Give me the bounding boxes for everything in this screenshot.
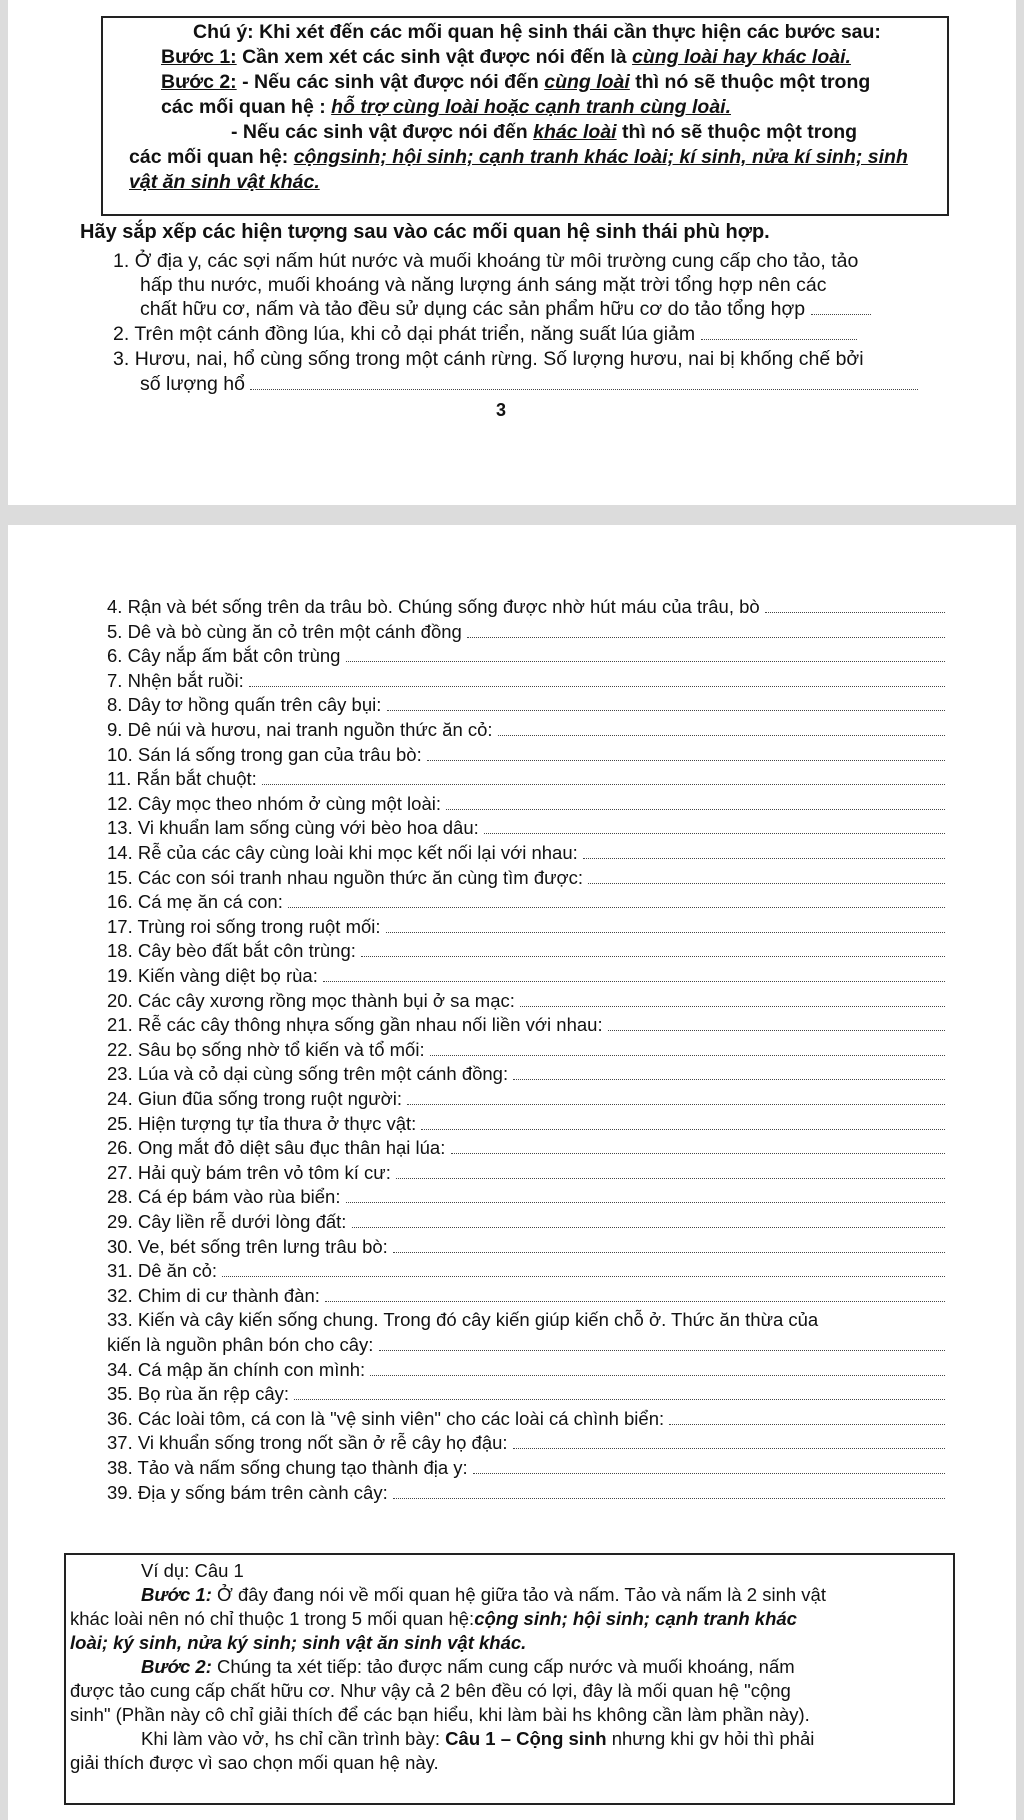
question-text: 22. Sâu bọ sống nhờ tổ kiến và tổ mối: [107, 1038, 425, 1060]
example-final-line-2: giải thích được vì sao chọn mối quan hệ này. [70, 1752, 439, 1773]
question-text: 28. Cá ép bám vào rùa biển: [107, 1186, 341, 1208]
question-item [107, 719, 945, 741]
question-item [107, 1014, 945, 1036]
answer-blank[interactable] [396, 1162, 945, 1179]
question-item [107, 744, 945, 766]
answer-blank[interactable] [407, 1088, 945, 1105]
answer-blank[interactable] [583, 842, 945, 859]
question-item [107, 842, 945, 864]
page-number: 3 [496, 400, 507, 420]
note-line-1: Chú ý: Khi xét đến các mối quan hệ sinh thái cần thực hiện các bước sau: [193, 21, 881, 43]
answer-blank[interactable] [222, 1260, 945, 1277]
answer-blank[interactable] [288, 891, 945, 908]
question-text: 24. Giun đũa sống trong ruột người: [107, 1088, 403, 1109]
answer-blank[interactable] [430, 1039, 945, 1056]
item-3-line-1: 3. Hươu, nai, hổ cùng sống trong một cánh rừng. Số lượng hươu, nai bị khống chế bởi [113, 348, 864, 370]
question-text: 21. Rễ các cây thông nhựa sống gần nhau nối liền với nhau: [107, 1014, 603, 1036]
question-item [107, 621, 945, 643]
answer-blank[interactable] [513, 1432, 945, 1449]
question-text: 27. Hải quỳ bám trên vỏ tôm kí cư: [107, 1161, 391, 1183]
example-step1-line-2: khác loài nên nó chỉ thuộc 1 trong 5 mối quan hệ:cộng sinh; hội sinh; cạnh tranh khác [70, 1608, 797, 1629]
question-item [107, 1309, 818, 1331]
answer-blank[interactable] [346, 645, 946, 662]
question-text: 23. Lúa và cỏ dại cùng sống trên một cánh đồng: [107, 1063, 509, 1085]
question-item [107, 1457, 945, 1479]
question-text: kiến là nguồn phân bón cho cây: [107, 1334, 374, 1355]
question-text: 38. Tảo và nấm sống chung tạo thành địa y: [107, 1457, 468, 1478]
answer-blank[interactable] [669, 1408, 945, 1425]
question-item [107, 1186, 945, 1208]
question-item [107, 596, 945, 618]
note-line-5: - Nếu các sinh vật được nói đến khác loài thì nó sẽ thuộc một trong [231, 121, 858, 143]
question-text: 34. Cá mập ăn chính con mình: [107, 1358, 366, 1380]
question-text: 11. Rắn bắt chuột: [107, 768, 257, 790]
question-item [107, 1334, 945, 1356]
question-item [107, 1408, 945, 1430]
answer-blank[interactable] [608, 1014, 945, 1031]
note-line-6: các mối quan hệ: cộngsinh; hội sinh; cạnh tranh khác loài; kí sinh, nửa kí sinh; sinh [129, 146, 908, 168]
question-item [107, 1359, 945, 1381]
answer-blank[interactable] [427, 744, 945, 761]
question-item [107, 1113, 945, 1135]
item-1-line-1: 1. Ở địa y, các sợi nấm hút nước và muối khoáng từ môi trường cung cấp cho tảo, tảo [113, 250, 859, 272]
question-text: 7. Nhện bắt ruồi: [107, 669, 244, 691]
question-text: 12. Cây mọc theo nhóm ở cùng một loài: [107, 792, 441, 814]
answer-blank[interactable] [393, 1236, 945, 1253]
answer-blank[interactable] [294, 1383, 945, 1400]
answer-blank[interactable] [393, 1482, 945, 1499]
note-line-4: các mối quan hệ : hỗ trợ cùng loài hoặc cạnh tranh cùng loài. [161, 96, 731, 118]
question-text: 39. Địa y sống bám trên cành cây: [107, 1481, 388, 1503]
question-item [107, 1162, 945, 1184]
answer-blank[interactable] [513, 1063, 945, 1080]
item-2-line-1: 2. Trên một cánh đồng lúa, khi cỏ dại phát triển, năng suất lúa giảm [113, 322, 857, 346]
answer-blank[interactable] [325, 1285, 945, 1302]
question-item [107, 1482, 945, 1504]
question-item [107, 817, 945, 839]
question-text: 18. Cây bèo đất bắt côn trùng: [107, 940, 356, 962]
question-item [107, 793, 945, 815]
question-item [107, 768, 945, 790]
question-text: 35. Bọ rùa ăn rệp cây: [107, 1383, 290, 1405]
answer-blank[interactable] [262, 768, 945, 785]
question-text: 20. Các cây xương rồng mọc thành bụi ở sa mạc: [107, 989, 515, 1011]
question-text: 32. Chim di cư thành đàn: [107, 1284, 320, 1306]
question-text: 5. Dê và bò cùng ăn cỏ trên một cánh đồng [107, 620, 462, 642]
example-box [64, 1553, 955, 1805]
question-item [107, 1236, 945, 1258]
question-text: 13. Vi khuẩn lam sống cùng với bèo hoa dâu: [107, 817, 479, 839]
question-item [107, 990, 945, 1012]
note-line-7: vật ăn sinh vật khác. [129, 171, 320, 193]
question-text: 37. Vi khuẩn sống trong nốt sần ở rễ cây họ đậu: [107, 1432, 508, 1454]
question-item [107, 965, 945, 987]
question-text: 19. Kiến vàng diệt bọ rùa: [107, 965, 318, 986]
answer-blank[interactable] [484, 817, 945, 834]
answer-blank[interactable] [421, 1113, 945, 1130]
question-text: 6. Cây nắp ấm bắt côn trùng [107, 645, 341, 667]
question-text: 8. Dây tơ hồng quấn trên cây bụi: [107, 694, 382, 716]
answer-blank[interactable] [701, 323, 857, 340]
answer-blank[interactable] [250, 373, 918, 390]
item-1-line-2: hấp thu nước, muối khoáng và năng lượng ánh sáng mặt trời tổng hợp nên các [140, 274, 827, 296]
question-text: 36. Các loài tôm, cá con là "vệ sinh viên" cho các loài cá chình biển: [107, 1407, 665, 1429]
question-text: 30. Ve, bét sống trên lưng trâu bò: [107, 1235, 388, 1257]
question-item [107, 867, 945, 889]
question-item [107, 1383, 945, 1405]
note-line-2: Bước 1: Cần xem xét các sinh vật được nói đến là cùng loài hay khác loài. [161, 46, 851, 68]
answer-blank[interactable] [386, 916, 945, 933]
question-item [107, 916, 945, 938]
question-text: 14. Rễ của các cây cùng loài khi mọc kết nối lại với nhau: [107, 842, 578, 863]
question-item [107, 940, 945, 962]
answer-blank[interactable] [323, 965, 945, 982]
question-text: 16. Cá mẹ ăn cá con: [107, 891, 283, 913]
example-step2-line-2: được tảo cung cấp chất hữu cơ. Như vậy cả 2 bên đều có lợi, đây là mối quan hệ "cộng [70, 1680, 791, 1701]
note-box [101, 16, 949, 216]
answer-blank[interactable] [520, 990, 945, 1007]
exercise-heading: Hãy sắp xếp các hiện tượng sau vào các mối quan hệ sinh thái phù hợp. [80, 221, 770, 243]
example-step2-line-1: Bước 2: Chúng ta xét tiếp: tảo được nấm cung cấp nước và muối khoáng, nấm [141, 1656, 795, 1677]
question-item [107, 645, 945, 667]
answer-blank[interactable] [765, 596, 945, 613]
question-item [107, 694, 945, 716]
question-item [107, 1088, 945, 1110]
answer-blank[interactable] [473, 1457, 945, 1474]
note-line-3: Bước 2: - Nếu các sinh vật được nói đến cùng loài thì nó sẽ thuộc một trong [161, 71, 871, 93]
question-item [107, 1432, 945, 1454]
question-text: 15. Các con sói tranh nhau nguồn thức ăn cùng tìm được: [107, 866, 584, 888]
question-text: 31. Dê ăn cỏ: [107, 1260, 218, 1282]
question-text: 29. Cây liền rễ dưới lòng đất: [107, 1211, 347, 1232]
question-item [107, 1211, 945, 1233]
answer-blank[interactable] [249, 670, 945, 687]
question-text: 26. Ong mắt đỏ diệt sâu đục thân hại lúa: [107, 1137, 446, 1159]
question-item [107, 1260, 945, 1282]
question-item [107, 1063, 945, 1085]
question-text: 33. Kiến và cây kiến sống chung. Trong đó cây kiến giúp kiến chỗ ở. Thức ăn thừa của [107, 1309, 819, 1331]
example-step2-line-3: sinh" (Phần này cô chỉ giải thích để các bạn hiểu, khi làm bài hs không cần làm phần này). [70, 1704, 810, 1725]
answer-blank[interactable] [451, 1137, 946, 1154]
answer-blank[interactable] [346, 1186, 946, 1203]
answer-blank[interactable] [467, 621, 945, 638]
question-item [107, 1039, 945, 1061]
answer-blank[interactable] [446, 793, 945, 810]
question-item [107, 891, 945, 913]
example-title: Ví dụ: Câu 1 [141, 1560, 244, 1581]
answer-blank[interactable] [370, 1359, 945, 1376]
example-final-line-1: Khi làm vào vở, hs chỉ cần trình bày: Câu 1 – Cộng sinh nhưng khi gv hỏi thì phải [141, 1728, 815, 1749]
question-item [107, 1137, 945, 1159]
item-3-line-2: số lượng hổ [140, 372, 918, 396]
question-text: 9. Dê núi và hươu, nai tranh nguồn thức ăn cỏ: [107, 719, 493, 740]
item-1-line-3: chất hữu cơ, nấm và tảo đều sử dụng các sản phẩm hữu cơ do tảo tổng hợp [140, 297, 871, 321]
answer-blank[interactable] [588, 867, 945, 884]
question-text: 25. Hiện tượng tự tỉa thưa ở thực vật: [107, 1112, 417, 1134]
answer-blank[interactable] [811, 298, 871, 315]
answer-blank[interactable] [361, 940, 945, 957]
question-text: 10. Sán lá sống trong gan của trâu bò: [107, 743, 422, 765]
answer-blank[interactable] [352, 1211, 946, 1228]
question-item [107, 670, 945, 692]
question-text: 17. Trùng roi sống trong ruột mối: [107, 915, 381, 937]
question-item [107, 1285, 945, 1307]
example-step1-line-3: loài; ký sinh, nửa ký sinh; sinh vật ăn sinh vật khác. [70, 1632, 527, 1653]
answer-blank[interactable] [498, 719, 945, 736]
answer-blank[interactable] [379, 1334, 946, 1351]
example-step1-line-1: Bước 1: Ở đây đang nói về mối quan hệ giữa tảo và nấm. Tảo và nấm là 2 sinh vật [141, 1584, 826, 1605]
answer-blank[interactable] [387, 694, 946, 711]
question-text: 4. Rận và bét sống trên da trâu bò. Chúng sống được nhờ hút máu của trâu, bò [107, 596, 760, 617]
